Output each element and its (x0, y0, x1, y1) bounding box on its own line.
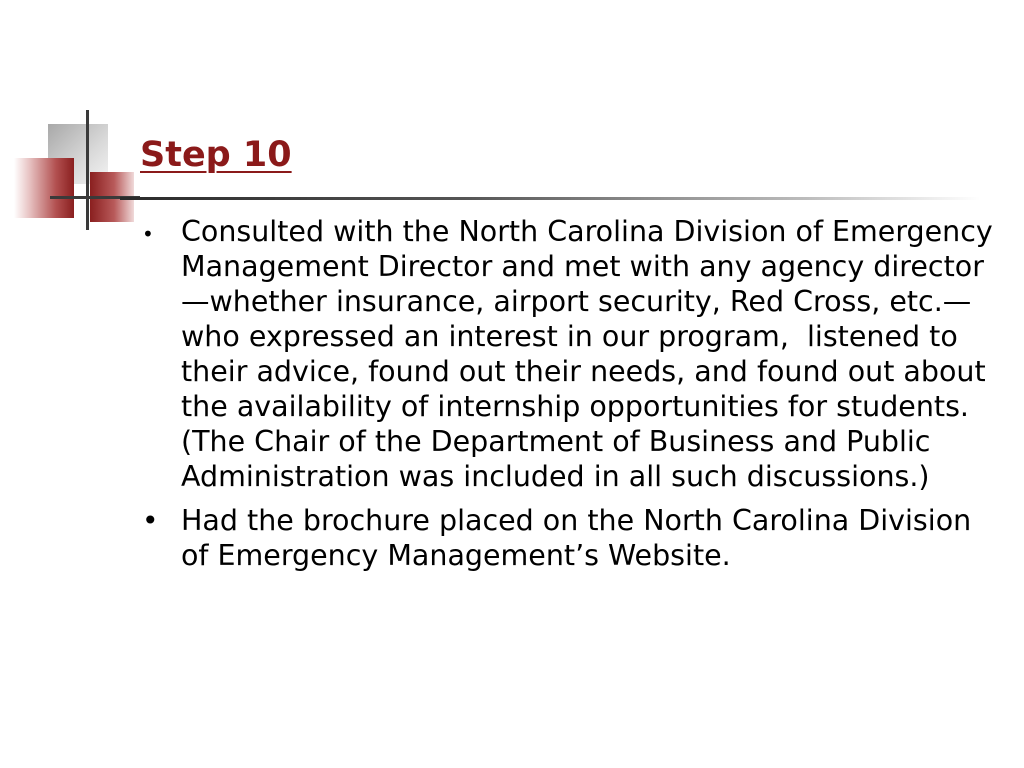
slide-title: Step 10 (140, 135, 292, 175)
bullet-item (140, 503, 1000, 573)
bullet-text: Had the brochure placed on the North Carolina Division of Emergency Management’s Website. (181, 504, 972, 572)
bullet-marker: • (142, 504, 159, 537)
red-gradient-square-left (14, 158, 74, 218)
vertical-line (86, 110, 89, 230)
bullet-text: Consulted with the North Carolina Division of Emergency Management Director and met with any agency director—whether insurance, airport security, Red Cross, etc.—who expressed an interest in our program, listened to their advice, found out their needs, and found out about the availability of internship opportunities for students. (The Chair of the Department of Business and Public Administration was included in all such discussions.) (181, 215, 1002, 493)
bullet-item (140, 214, 1000, 494)
bullet-marker: • (142, 222, 154, 246)
title-divider-rule (120, 197, 980, 200)
decorative-logo (0, 0, 140, 240)
bullet-list (140, 214, 1000, 582)
